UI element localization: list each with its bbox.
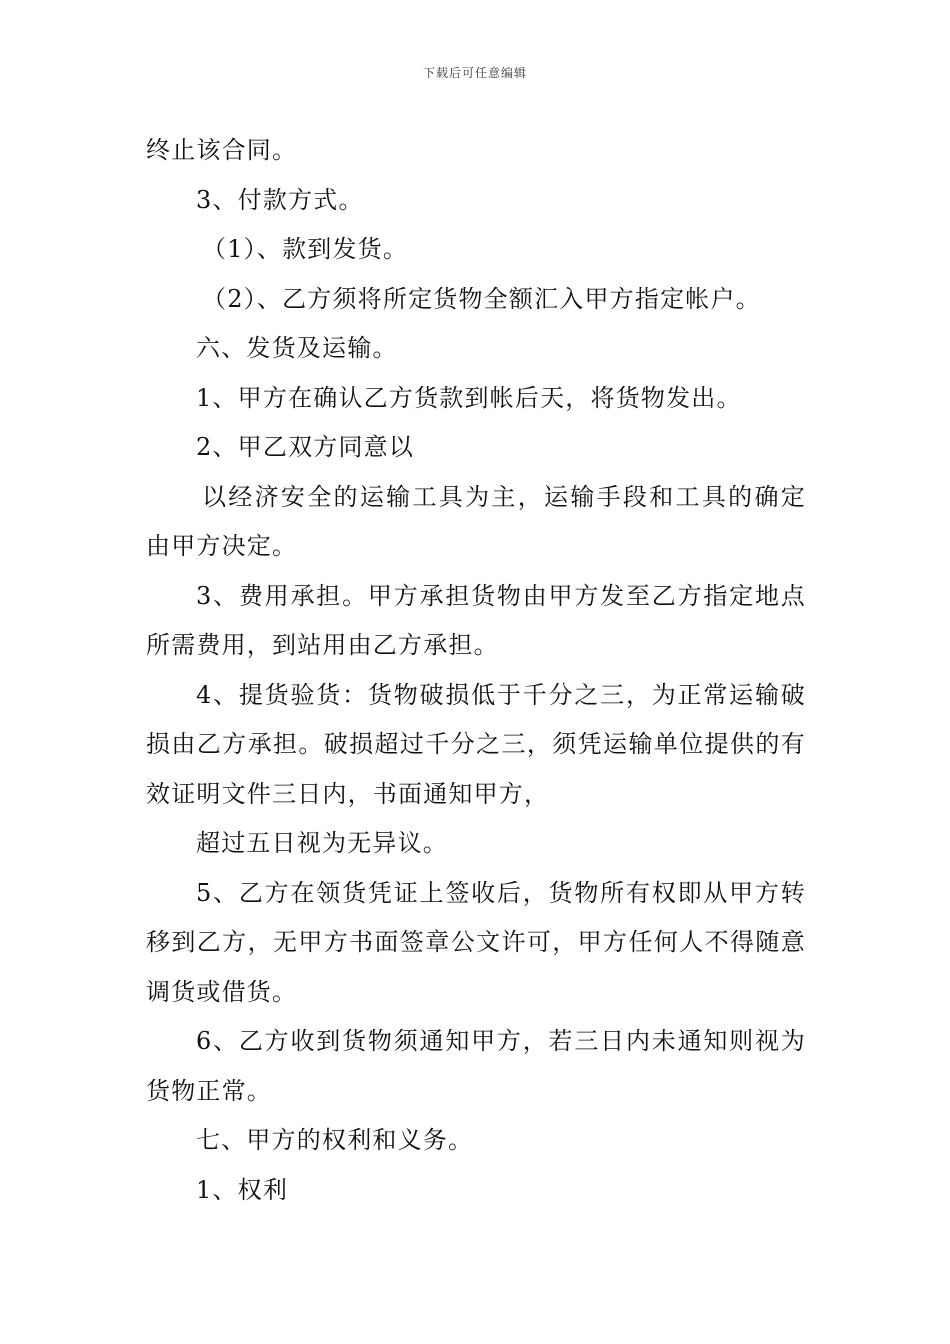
paragraph: （1）、款到发货。 xyxy=(202,235,409,263)
paragraph: 3、付款方式。 xyxy=(196,185,364,214)
document-body xyxy=(146,126,806,1215)
paragraph: 六、发货及运输。 xyxy=(196,334,398,362)
paragraph: 6、乙方收到货物须通知甲方，若三日内未通知则视为货物正常。 xyxy=(146,1027,806,1105)
paragraph: 1、权利 xyxy=(196,1175,289,1204)
paragraph: 5、乙方在领货凭证上签收后，货物所有权即从甲方转移到乙方，无甲方书面签章公文许可，甲方任何人不得随意调货或借货。 xyxy=(146,878,806,1006)
paragraph: 2、甲乙双方同意以 xyxy=(196,433,415,461)
paragraph: 超过五日视为无异议。 xyxy=(196,829,448,857)
paragraph: （2）、乙方须将所定货物全额汇入甲方指定帐户。 xyxy=(202,284,761,313)
paragraph: 终止该合同。 xyxy=(146,136,298,164)
page-header: 下载后可任意编辑 xyxy=(422,66,527,80)
paragraph: 1、甲方在确认乙方货款到帐后天，将货物发出。 xyxy=(196,383,742,412)
paragraph: 4、提货验货：货物破损低于千分之三，为正常运输破损由乙方承担。破损超过千分之三，须凭运输单位提供的有效证明文件三日内，书面通知甲方， xyxy=(146,680,806,808)
paragraph: 以经济安全的运输工具为主，运输手段和工具的确定由甲方决定。 xyxy=(146,482,806,560)
paragraph: 3、费用承担。甲方承担货物由甲方发至乙方指定地点所需费用，到站用由乙方承担。 xyxy=(146,581,806,659)
paragraph: 七、甲方的权利和义务。 xyxy=(196,1126,474,1154)
